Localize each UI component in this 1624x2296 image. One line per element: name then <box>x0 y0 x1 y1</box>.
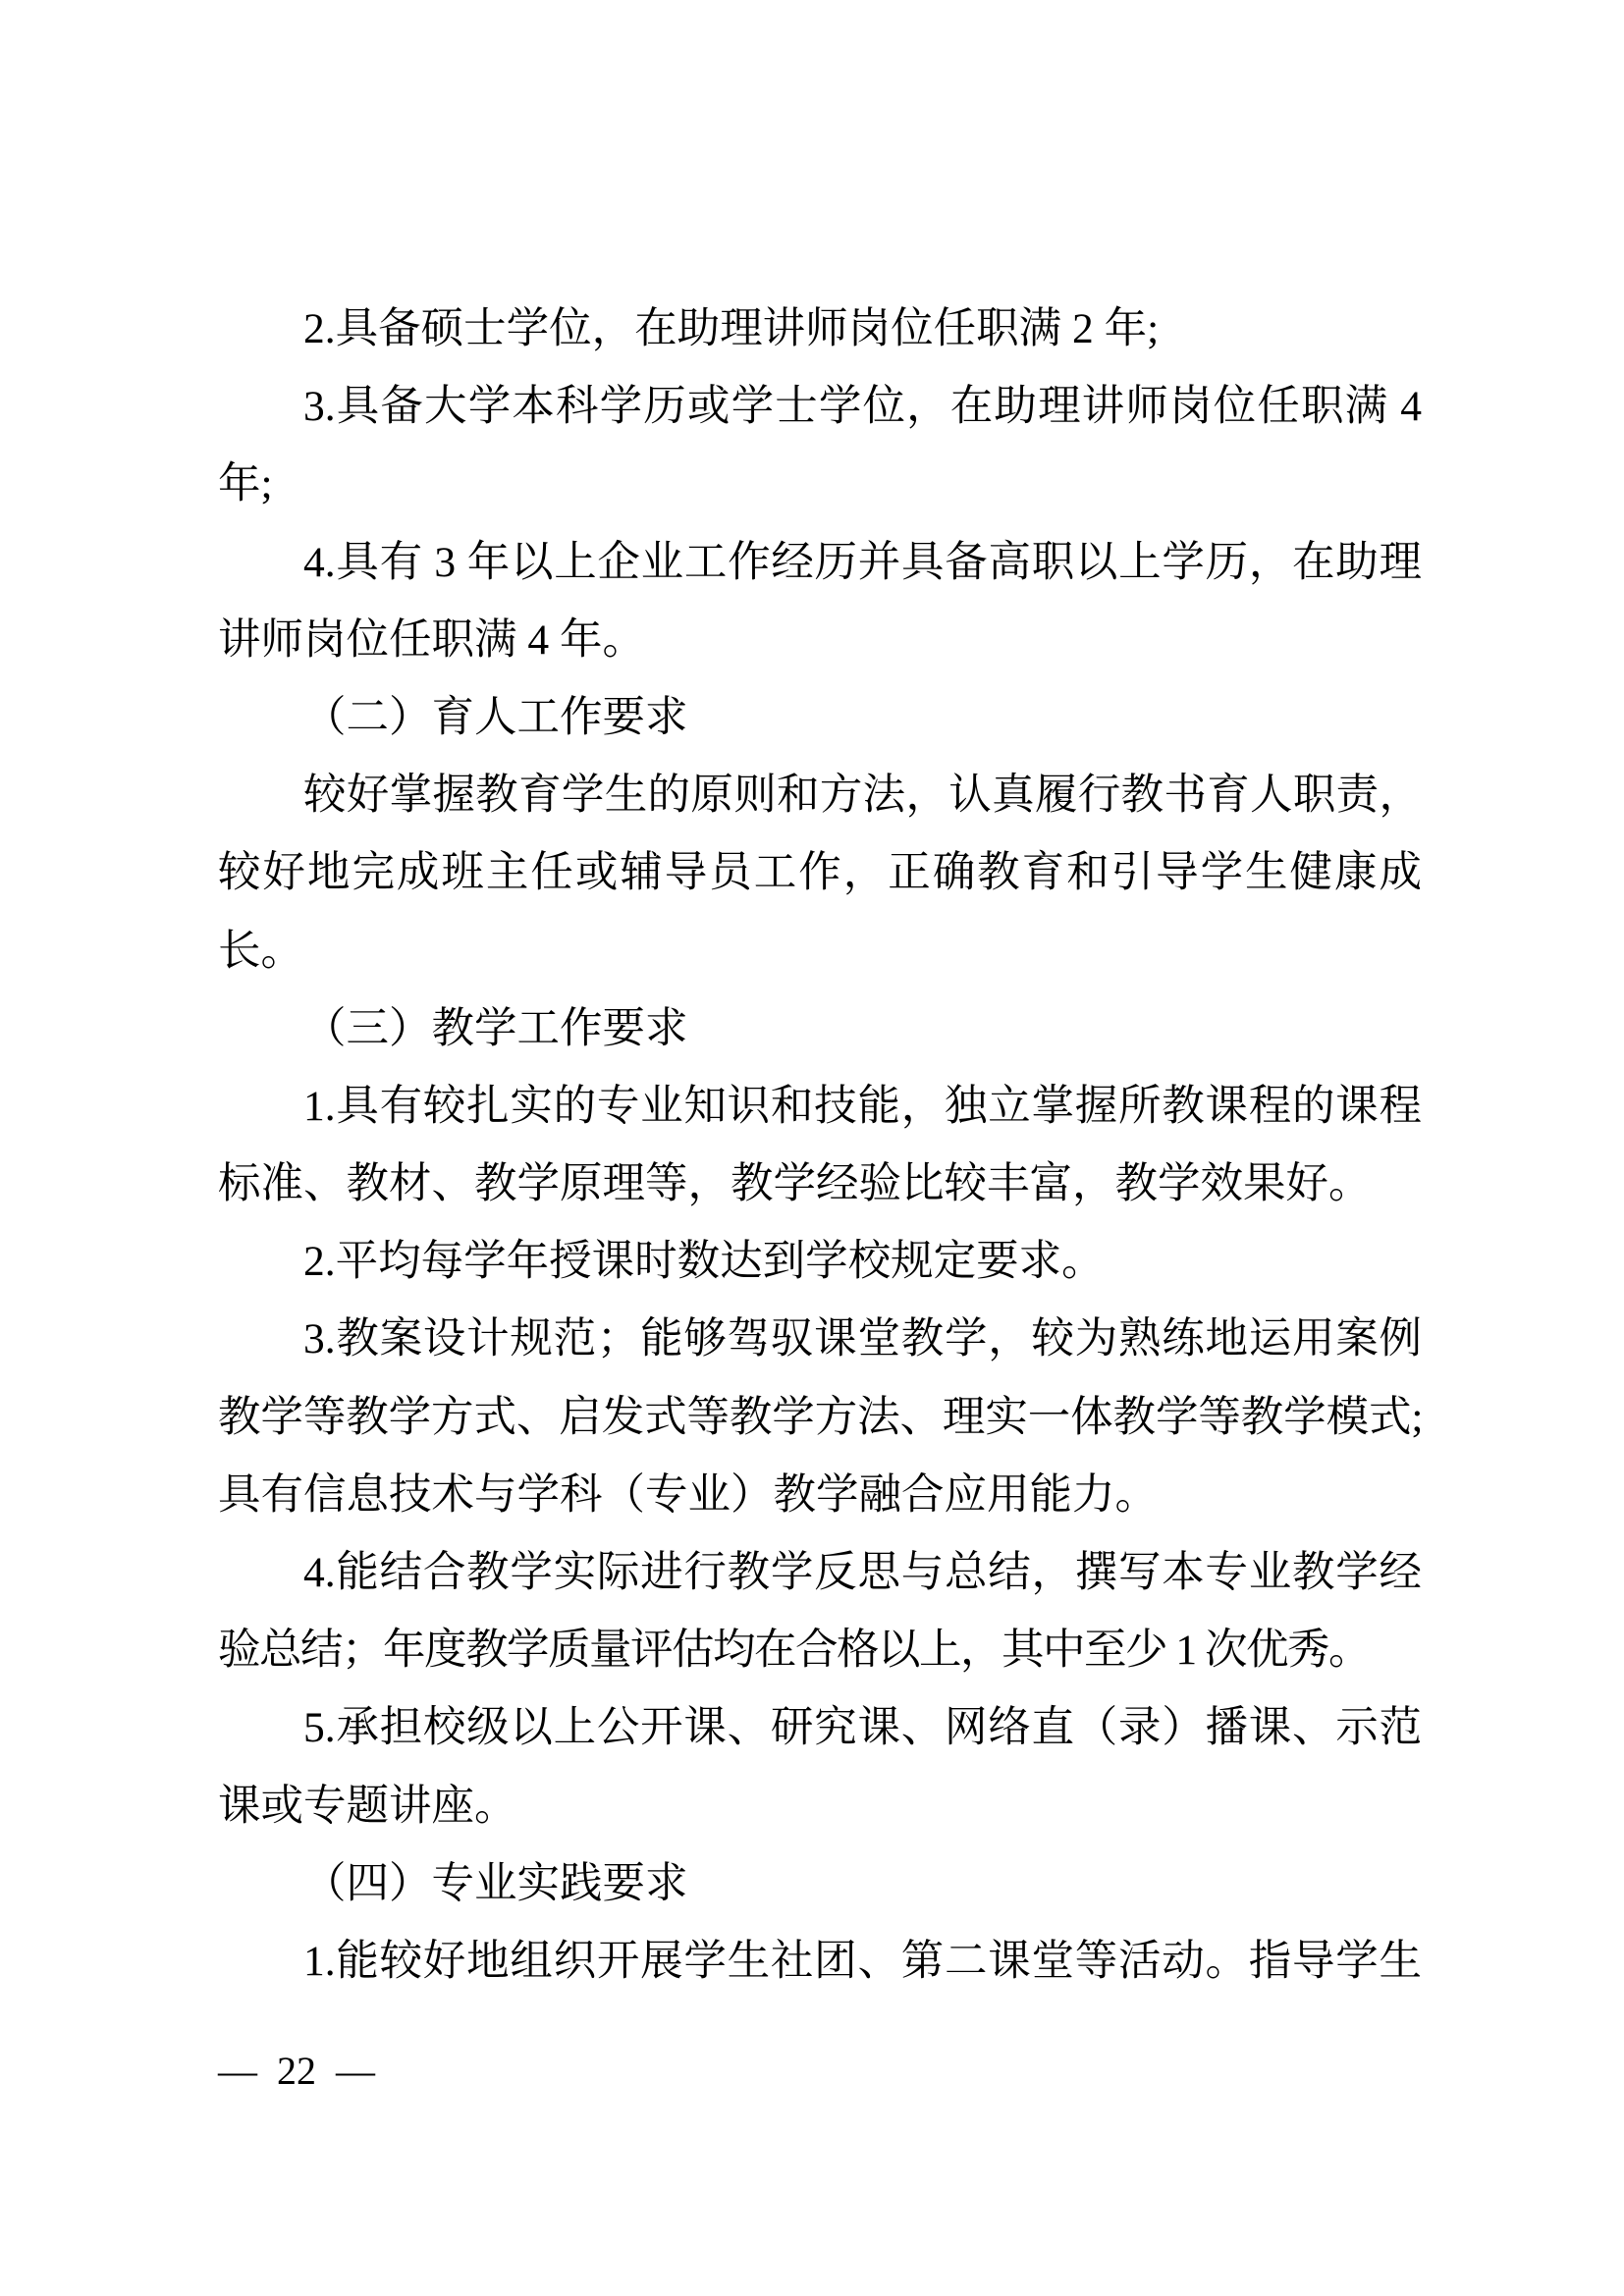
text-line: 讲师岗位任职满 4 年。 <box>218 615 645 664</box>
text-line: 较好掌握教育学生的原则和方法，认真履行教书育人职责， <box>303 772 1422 820</box>
text-line: 1.具有较扎实的专业知识和技能，独立掌握所教课程的课程 <box>303 1082 1422 1130</box>
text-line: 教学等教学方式、启发式等教学方法、理实一体教学等教学模式; <box>218 1393 1422 1441</box>
text-line: 5.承担校级以上公开课、研究课、网络直（录）播课、示范 <box>303 1704 1422 1752</box>
text-line: 具有信息技术与学科（专业）教学融合应用能力。 <box>218 1470 1158 1519</box>
document-body-text <box>218 291 1422 2001</box>
text-line: 长。 <box>218 927 303 975</box>
section-heading: （二）育人工作要求 <box>303 693 688 741</box>
text-line: 1.能较好地组织开展学生社团、第二课堂等活动。指导学生 <box>303 1937 1422 1985</box>
text-line: 2.具备硕士学位，在助理讲师岗位任职满 2 年; <box>303 305 1160 352</box>
section-heading: （四）专业实践要求 <box>303 1859 688 1907</box>
text-line: 较好地完成班主任或辅导员工作，正确教育和引导学生健康成 <box>218 849 1422 897</box>
page-number: — 22 — <box>218 2049 375 2093</box>
text-line: 4.具有 3 年以上企业工作经历并具备高职以上学历，在助理 <box>303 538 1422 586</box>
section-heading: （三）教学工作要求 <box>303 1004 688 1052</box>
text-line: 4.能结合教学实际进行教学反思与总结，撰写本专业教学经 <box>303 1549 1422 1596</box>
text-line: 2.平均每学年授课时数达到学校规定要求。 <box>303 1238 1105 1286</box>
text-line: 年; <box>218 460 273 508</box>
text-line: 验总结；年度教学质量评估均在合格以上，其中至少 1 次优秀。 <box>218 1627 1370 1675</box>
text-line: 3.具备大学本科学历或学士学位，在助理讲师岗位任职满 4 <box>303 383 1422 431</box>
text-line: 标准、教材、教学原理等，教学经验比较丰富，教学效果好。 <box>218 1160 1372 1208</box>
text-line: 课或专题讲座。 <box>218 1782 517 1830</box>
text-line: 3.教案设计规范；能够驾驭课堂教学，较为熟练地运用案例 <box>303 1315 1422 1363</box>
